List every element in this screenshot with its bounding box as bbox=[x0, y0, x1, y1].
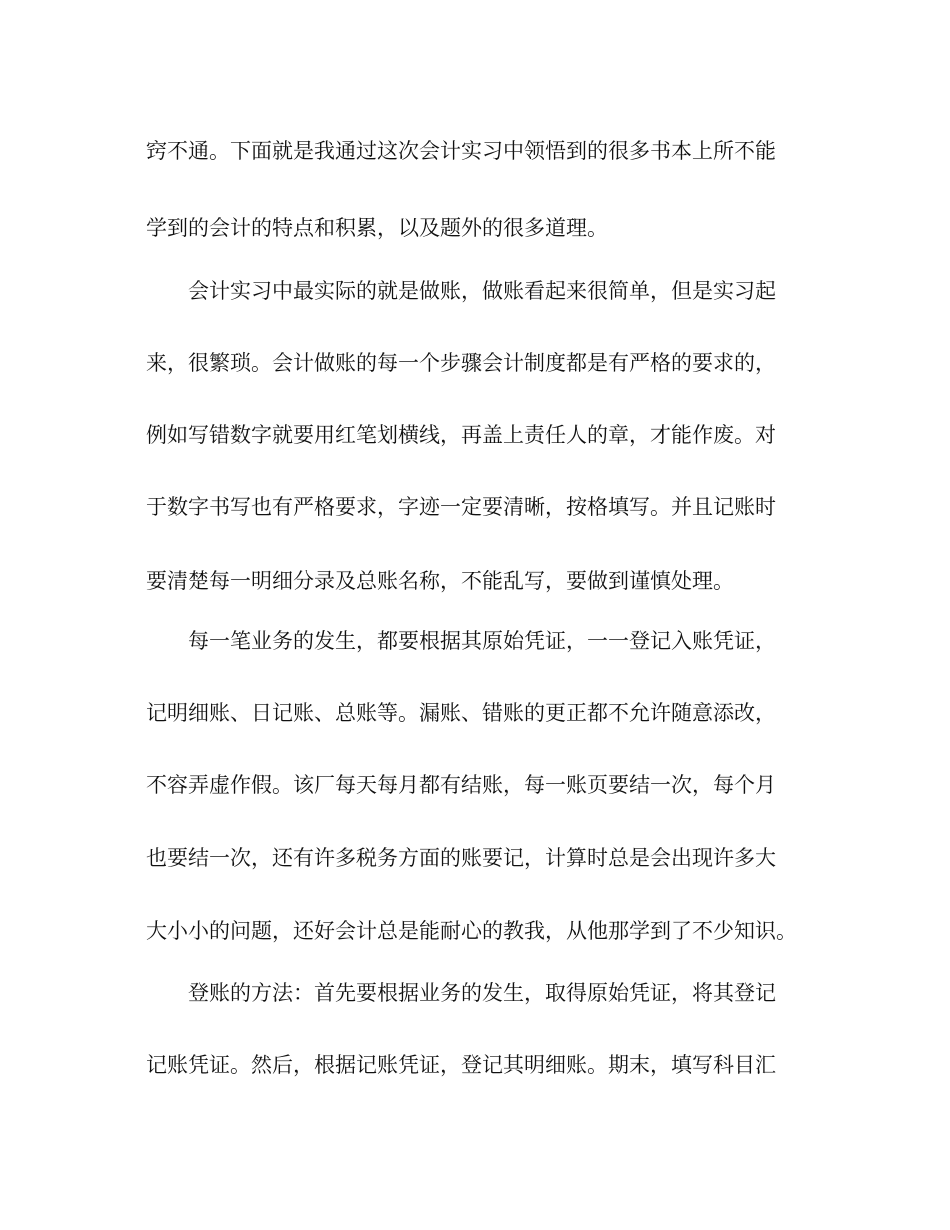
text-line: 不容弄虚作假。该厂每天每月都有结账，每一账页要结一次，每个月 bbox=[146, 773, 776, 797]
text-line: 学到的会计的特点和积累，以及题外的很多道理。 bbox=[146, 216, 608, 240]
text-line: 来，很繁琐。会计做账的每一个步骤会计制度都是有严格的要求的， bbox=[146, 351, 776, 375]
text-line: 记账凭证。然后，根据记账凭证，登记其明细账。期末，填写科目汇 bbox=[146, 1053, 776, 1077]
paragraph-first-line: 会计实习中最实际的就是做账，做账看起来很简单，但是实习起 bbox=[188, 279, 776, 303]
paragraph-first-line: 每一笔业务的发生，都要根据其原始凭证，一一登记入账凭证， bbox=[188, 629, 776, 653]
text-line: 记明细账、日记账、总账等。漏账、错账的更正都不允许随意添改， bbox=[146, 701, 776, 725]
text-line: 于数字书写也有严格要求，字迹一定要清晰，按格填写。并且记账时 bbox=[146, 495, 776, 519]
text-line: 大小小的问题，还好会计总是能耐心的教我，从他那学到了不少知识。 bbox=[146, 919, 797, 943]
text-line: 例如写错数字就要用红笔划横线，再盖上责任人的章，才能作废。对 bbox=[146, 423, 776, 447]
text-line: 也要结一次，还有许多税务方面的账要记，计算时总是会出现许多大 bbox=[146, 846, 776, 870]
text-line: 窍不通。下面就是我通过这次会计实习中领悟到的很多书本上所不能 bbox=[146, 139, 776, 163]
text-line: 要清楚每一明细分录及总账名称，不能乱写，要做到谨慎处理。 bbox=[146, 569, 734, 593]
paragraph-first-line: 登账的方法：首先要根据业务的发生，取得原始凭证，将其登记 bbox=[188, 981, 776, 1005]
